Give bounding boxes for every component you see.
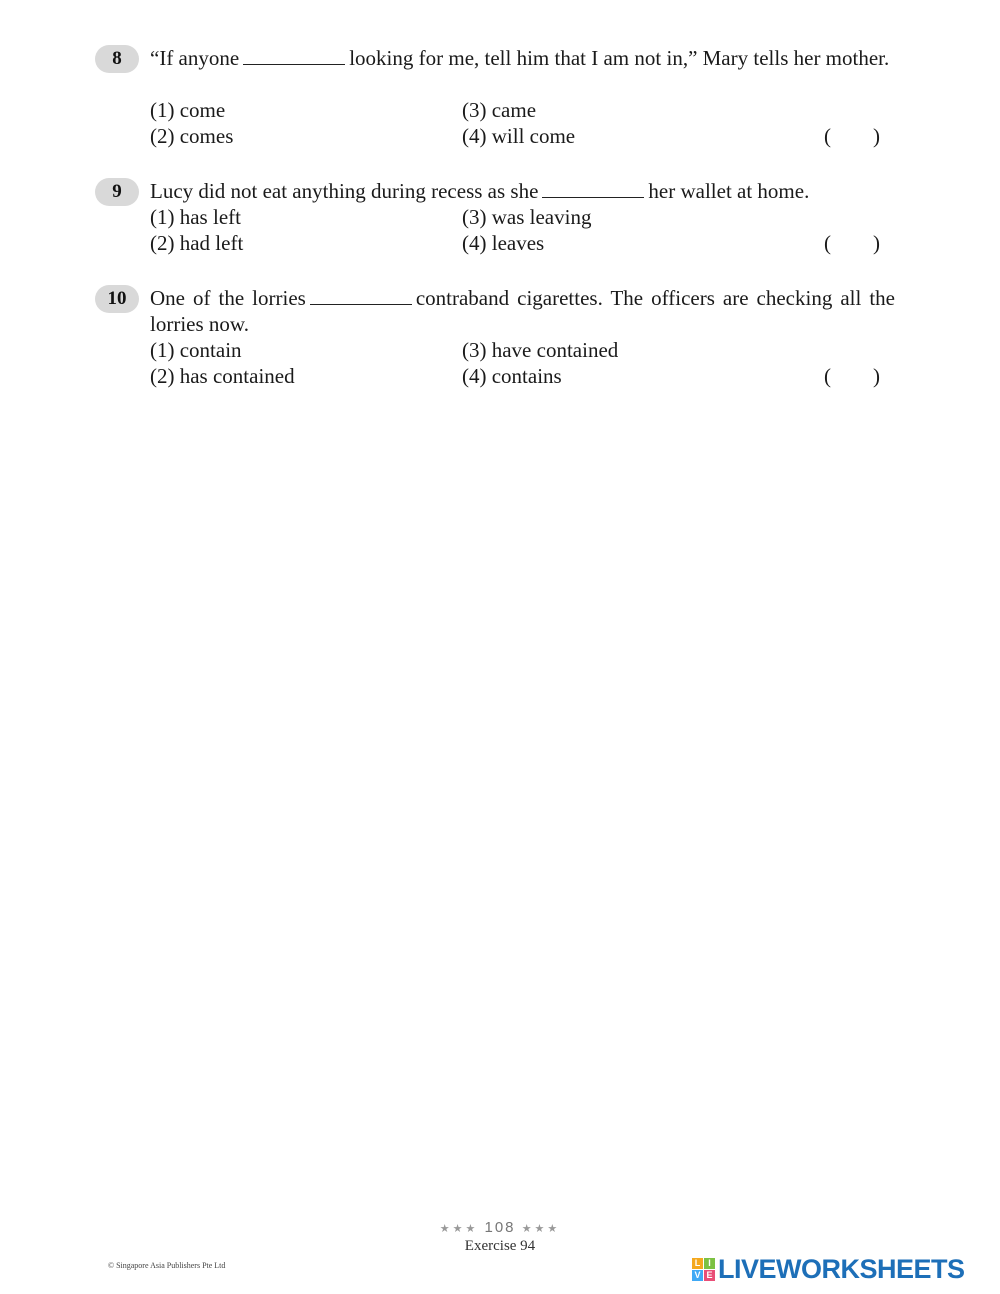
- question-text: [150, 45, 895, 71]
- answer-paren-close: ): [873, 124, 880, 148]
- page-number-line: [0, 1219, 1000, 1236]
- option-1: (1) contain: [150, 338, 242, 362]
- answer-blank[interactable]: [542, 182, 644, 198]
- question-text: [150, 285, 895, 337]
- question-text-after: contraband cigarettes. The officers are checking all the lorries now.: [150, 286, 895, 336]
- star-decoration-right: ★★★: [521, 1223, 561, 1235]
- answer-blank[interactable]: [243, 49, 345, 65]
- question-text: [150, 178, 895, 204]
- option-4: (4) will come: [462, 124, 576, 148]
- option-2: (2) had left: [150, 231, 244, 255]
- answer-blank[interactable]: [310, 289, 412, 305]
- answer-paren-close: ): [873, 231, 880, 255]
- logo-letter: I: [704, 1258, 715, 1269]
- option-1: (1) come: [150, 98, 226, 122]
- liveworksheets-logo-icon: [692, 1258, 715, 1281]
- option-4: (4) leaves: [462, 231, 545, 255]
- option-2: (2) comes: [150, 124, 234, 148]
- question-number-badge: 10: [95, 285, 139, 313]
- answer-box[interactable]: [824, 363, 880, 389]
- copyright-notice: © Singapore Asia Publishers Pte Ltd: [108, 1261, 226, 1270]
- liveworksheets-brand[interactable]: [692, 1254, 965, 1284]
- question-text-before: “If anyone: [150, 46, 240, 70]
- question-9: [95, 178, 895, 263]
- logo-letter: V: [692, 1270, 703, 1281]
- answer-paren-open: (: [824, 124, 831, 148]
- answer-box[interactable]: [824, 123, 880, 149]
- question-text-after: looking for me, tell him that I am not in,” Mary tells her mother.: [349, 46, 890, 70]
- option-1: (1) has left: [150, 205, 241, 229]
- question-number-badge: 9: [95, 178, 139, 206]
- answer-box[interactable]: [824, 230, 880, 256]
- question-text-after: her wallet at home.: [648, 179, 810, 203]
- question-number-badge: 8: [95, 45, 139, 73]
- answer-paren-close: ): [873, 364, 880, 388]
- option-4: (4) contains: [462, 364, 562, 388]
- logo-letter: E: [704, 1270, 715, 1281]
- page-number: 108: [484, 1219, 516, 1236]
- option-3: (3) was leaving: [462, 205, 592, 229]
- question-8: [95, 45, 895, 155]
- star-decoration-left: ★★★: [439, 1223, 479, 1235]
- option-2: (2) has contained: [150, 364, 295, 388]
- option-3: (3) have contained: [462, 338, 619, 362]
- question-text-before: One of the lorries: [150, 286, 306, 310]
- exercise-label: Exercise 94: [464, 1238, 536, 1254]
- option-3: (3) came: [462, 98, 537, 122]
- answer-paren-open: (: [824, 231, 831, 255]
- answer-paren-open: (: [824, 364, 831, 388]
- question-text-before: Lucy did not eat anything during recess as she: [150, 179, 539, 203]
- logo-letter: L: [692, 1258, 703, 1269]
- brand-name: LIVEWORKSHEETS: [718, 1253, 965, 1284]
- question-10: [95, 285, 895, 395]
